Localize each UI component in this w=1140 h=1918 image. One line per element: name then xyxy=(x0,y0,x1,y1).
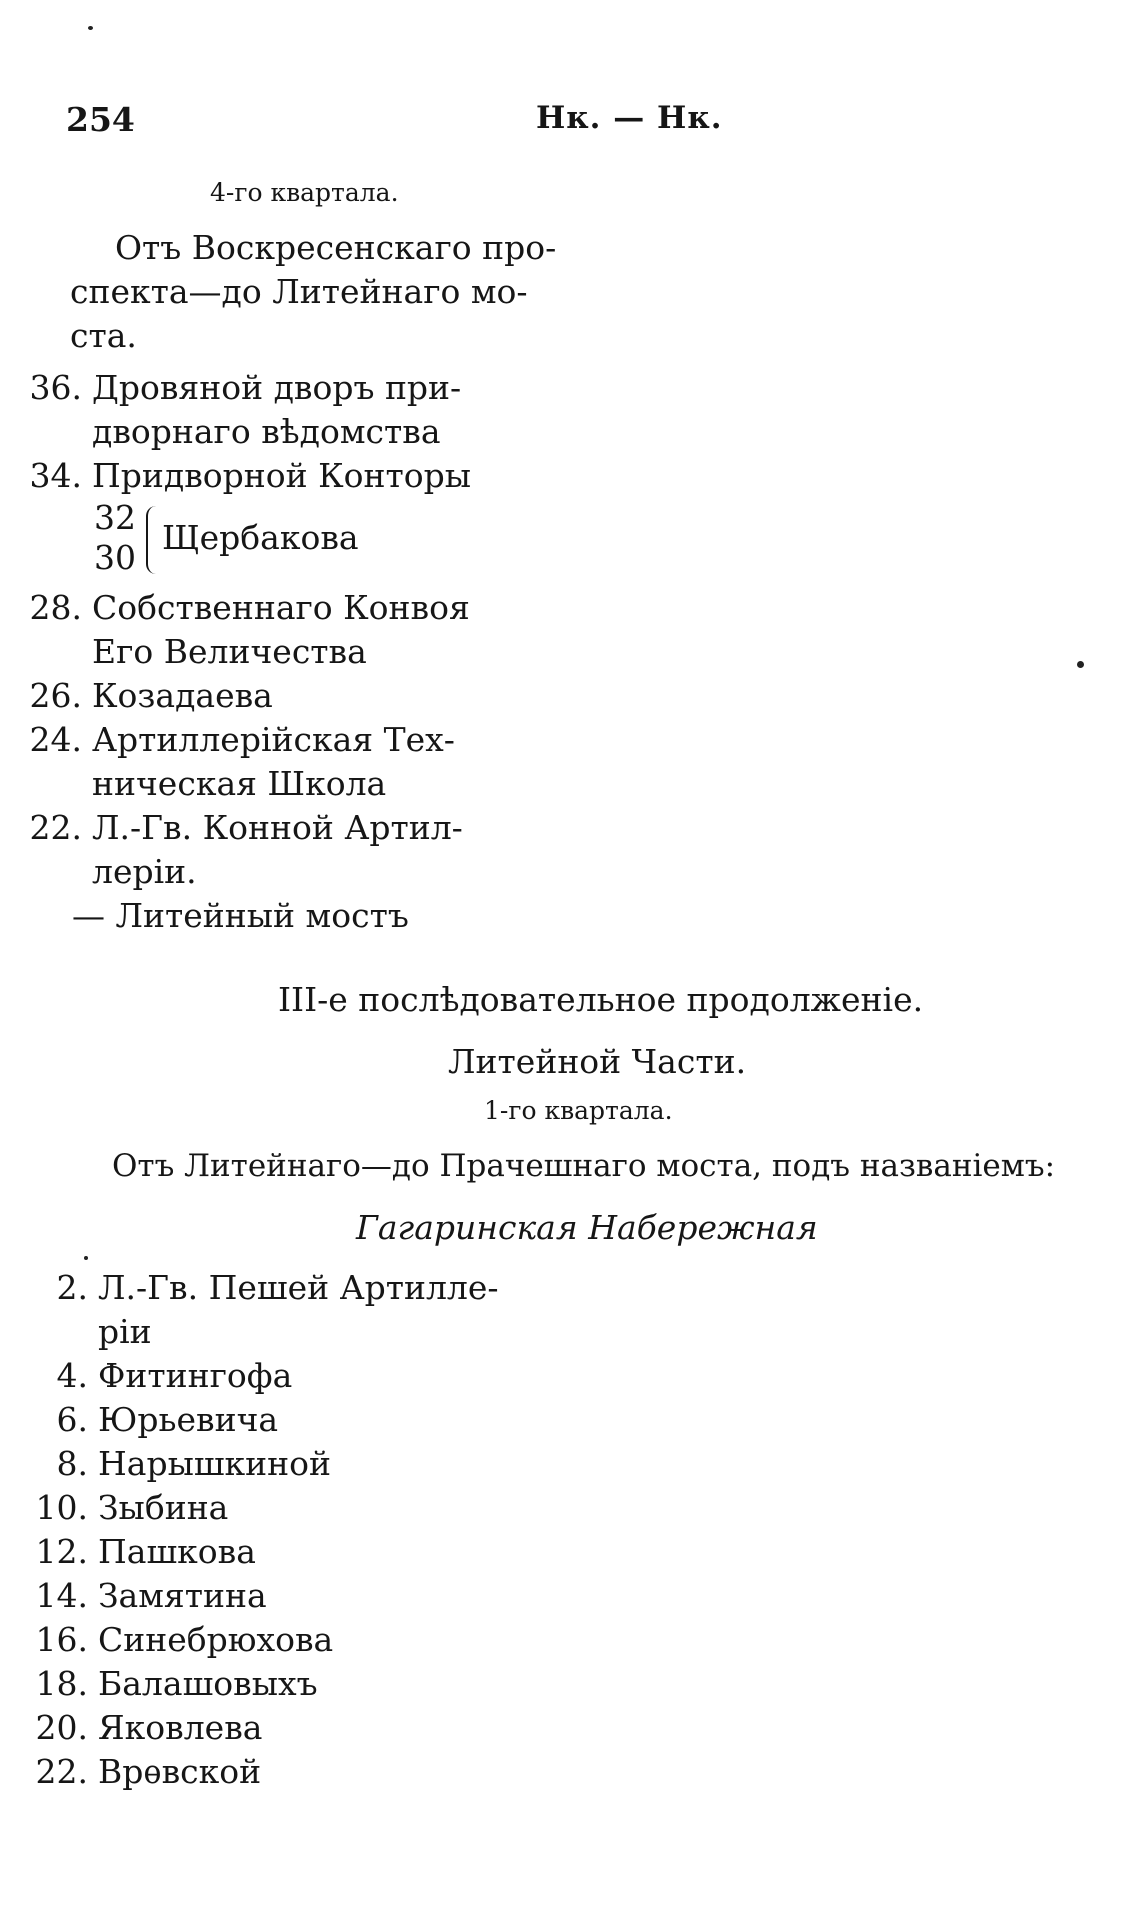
list-item xyxy=(10,1574,267,1618)
item-number: 34. xyxy=(29,456,82,495)
item-text: Зыбина xyxy=(98,1488,229,1527)
part-heading: Литейной Части. xyxy=(448,1042,747,1081)
page-number: 254 xyxy=(66,100,135,139)
item-number: 4. xyxy=(56,1356,88,1395)
list-item xyxy=(4,674,273,718)
item-number: 22. xyxy=(29,808,82,847)
item-number: 8. xyxy=(56,1444,88,1483)
brace-number-bottom: 30 xyxy=(94,538,136,577)
bridge-line: — Литейный мостъ xyxy=(72,896,409,935)
intro-line-2: спекта—до Литейнаго мо- xyxy=(70,272,528,311)
item-text-cont: леріи. xyxy=(92,852,197,891)
list-item xyxy=(4,718,455,806)
list-item xyxy=(10,1442,331,1486)
item-number: 28. xyxy=(29,588,82,627)
list-item xyxy=(10,1486,228,1530)
scan-speck xyxy=(84,1256,88,1260)
street-name: Гагаринская Набережная xyxy=(356,1208,818,1247)
item-text: Собственнаго Конвоя xyxy=(92,588,470,627)
brace-number-top: 32 xyxy=(94,498,136,537)
item-text: Козадаева xyxy=(92,676,273,715)
intro-line-3: ста. xyxy=(70,316,137,355)
item-text: Пашкова xyxy=(98,1532,256,1571)
intro-line-1: Отъ Воскресенскаго про- xyxy=(115,228,557,267)
item-text: Дровяной дворъ при- xyxy=(92,368,462,407)
item-number: 36. xyxy=(29,368,82,407)
item-number: 24. xyxy=(29,720,82,759)
list-item xyxy=(10,1354,292,1398)
item-number: 16. xyxy=(35,1620,88,1659)
running-title: Нк. — Нк. xyxy=(536,100,723,136)
item-number: 6. xyxy=(56,1400,88,1439)
list-item xyxy=(10,1750,261,1794)
item-text: Врѳвской xyxy=(98,1752,262,1791)
item-text: Синебрюхова xyxy=(98,1620,334,1659)
brace-mark xyxy=(146,506,160,574)
item-number: 14. xyxy=(35,1576,88,1615)
list-item xyxy=(10,1266,499,1354)
item-text: Артиллерійская Тех- xyxy=(92,720,455,759)
item-number: 20. xyxy=(35,1708,88,1747)
item-text: Фитингофа xyxy=(98,1356,293,1395)
item-number: 22. xyxy=(35,1752,88,1791)
list-item xyxy=(4,586,470,674)
item-text: Л.-Гв. Пешей Артилле- xyxy=(98,1268,499,1307)
item-number: 18. xyxy=(35,1664,88,1703)
quarter-label-bottom: 1-го квартала. xyxy=(484,1096,673,1125)
item-text: Яковлева xyxy=(98,1708,263,1747)
list-item xyxy=(10,1618,333,1662)
list-item xyxy=(10,1706,262,1750)
item-text-cont: ническая Школа xyxy=(92,764,387,803)
list-item xyxy=(10,1530,256,1574)
item-text: Юрьевича xyxy=(98,1400,279,1439)
intro-bottom: Отъ Литейнаго—до Прачешнаго моста, подъ названіемъ: xyxy=(112,1148,1056,1184)
scan-speck xyxy=(88,26,93,30)
item-text: Нарышкиной xyxy=(98,1444,331,1483)
item-text-cont: Его Величества xyxy=(92,632,367,671)
item-number: 12. xyxy=(35,1532,88,1571)
list-item xyxy=(10,1662,318,1706)
list-item xyxy=(4,454,471,498)
item-number: 26. xyxy=(29,676,82,715)
list-item xyxy=(4,806,463,894)
item-text: Замятина xyxy=(98,1576,267,1615)
list-item xyxy=(4,366,461,454)
list-item xyxy=(10,1398,278,1442)
item-text-cont: дворнаго вѣдомства xyxy=(92,412,441,451)
brace-item-text: Щербакова xyxy=(162,518,359,557)
item-text: Балашовыхъ xyxy=(98,1664,318,1703)
item-number: 10. xyxy=(35,1488,88,1527)
item-number: 2. xyxy=(56,1268,88,1307)
quarter-label-top: 4-го квартала. xyxy=(210,178,399,207)
item-text: Л.-Гв. Конной Артил- xyxy=(92,808,463,847)
item-text: Придворной Конторы xyxy=(92,456,472,495)
scan-speck xyxy=(1077,661,1084,668)
section-heading: III-е послѣдовательное продолженіе. xyxy=(278,980,924,1019)
item-text-cont: ріи xyxy=(98,1312,152,1351)
